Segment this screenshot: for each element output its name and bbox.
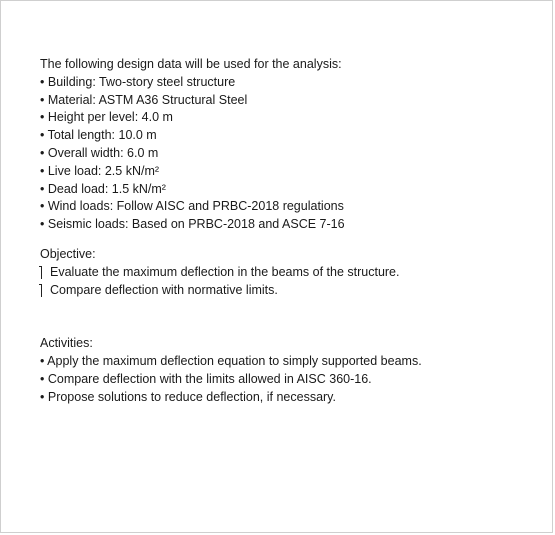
objective-item-text: Compare deflection with normative limits. <box>50 282 278 297</box>
design-data-item: • Dead load: 1.5 kN/m² <box>40 181 540 199</box>
design-data-item: • Overall width: 6.0 m <box>40 145 540 163</box>
design-data-item: • Total length: 10.0 m <box>40 127 540 145</box>
bracket-marker-icon <box>40 266 44 279</box>
objective-item-text: Evaluate the maximum deflection in the beams of the structure. <box>50 264 400 279</box>
spacer <box>40 299 540 335</box>
activities-section <box>40 335 540 406</box>
spacer <box>40 234 540 246</box>
design-data-item: • Live load: 2.5 kN/m² <box>40 163 540 181</box>
activity-item: • Propose solutions to reduce deflection, if necessary. <box>40 389 540 407</box>
intro-text: The following design data will be used for the analysis: <box>40 57 342 71</box>
bracket-marker-icon <box>40 284 44 297</box>
objective-item <box>40 282 540 300</box>
design-data-list <box>40 74 540 234</box>
objective-item <box>40 264 540 282</box>
design-data-item: • Seismic loads: Based on PRBC-2018 and ASCE 7-16 <box>40 216 540 234</box>
design-data-item: • Building: Two-story steel structure <box>40 74 540 92</box>
activity-item: • Compare deflection with the limits allowed in AISC 360-16. <box>40 371 540 389</box>
design-data-item: • Height per level: 4.0 m <box>40 109 540 127</box>
objective-section <box>40 246 540 299</box>
activity-item: • Apply the maximum deflection equation to simply supported beams. <box>40 353 540 371</box>
design-data-item: • Wind loads: Follow AISC and PRBC-2018 regulations <box>40 198 540 216</box>
document-body <box>40 56 540 407</box>
design-data-item: • Material: ASTM A36 Structural Steel <box>40 92 540 110</box>
activities-heading: Activities: <box>40 336 93 351</box>
objective-heading: Objective: <box>40 246 96 261</box>
